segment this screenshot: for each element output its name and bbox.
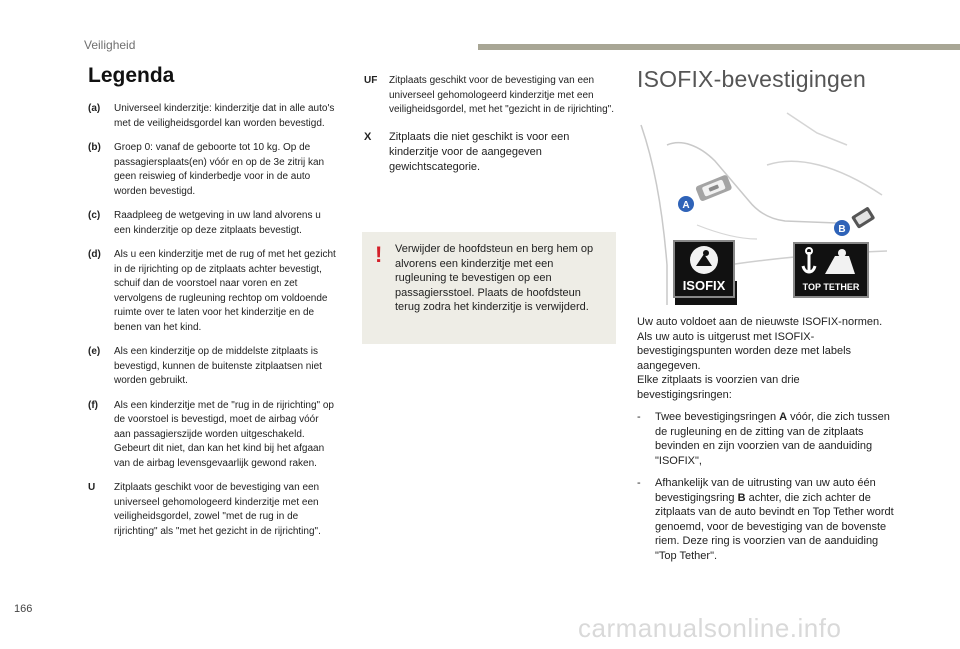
legend-key: (a)	[88, 103, 101, 114]
isofix-column	[637, 64, 895, 563]
bullet-dash: -	[637, 477, 641, 489]
legend-key: (b)	[88, 142, 101, 153]
legend-item	[364, 74, 616, 118]
intro-paragraph: Als uw auto is uitgerust met ISOFIX-bevestigingspunten worden deze met labels aangegeven.	[637, 330, 852, 372]
marker-b	[834, 220, 850, 236]
legend-item	[88, 399, 338, 472]
legend-key: (d)	[88, 249, 101, 260]
ring-label-a: A	[779, 411, 788, 423]
body-text	[637, 315, 895, 402]
legend-item	[88, 481, 338, 539]
legend-text: Zitplaats geschikt voor de bevestiging van een universeel gehomologeerd kinderzitje met een veiligheidsgordel, zowel "met de rug in de rijrichting" als "met het gezicht in de rijrichting".	[114, 482, 321, 537]
legend-item	[364, 130, 616, 175]
legend-title: Legenda	[88, 64, 175, 87]
section-title: Veiligheid	[84, 38, 136, 52]
legend-column	[88, 64, 338, 549]
legend-item	[88, 102, 338, 131]
bullet-item	[637, 476, 895, 563]
legend-item	[88, 248, 338, 335]
legend-key: X	[364, 130, 372, 143]
intro-paragraph: Uw auto voldoet aan de nieuwste ISOFIX-normen.	[637, 316, 883, 328]
legend-text: Als een kinderzitje op de middelste zitplaats is bevestigd, kunnen de buitenste zitplaatsen niet worden gebruikt.	[114, 346, 322, 386]
legend-item	[88, 141, 338, 199]
legend-key: (e)	[88, 346, 101, 357]
label-badges	[673, 240, 873, 300]
legend-text: Zitplaats die niet geschikt is voor een kinderzitje voor de aangegeven gewichtscategorie.	[389, 130, 570, 173]
bullet-text: Twee bevestigingsringen A vóór, die zich tussen de rugleuning en de zitting van de zitplaats bevinden en zijn voorzien van de aanduiding "ISOFIX",	[655, 411, 890, 467]
legend-key: (f)	[88, 399, 98, 411]
warning-icon: !	[375, 242, 383, 267]
warning-text: Verwijder de hoofdsteun en berg hem op alvorens een kinderzitje met een rugleuning te bevestigen op een passagiersstoel. Plaats de hoofdsteun terug zodra het kinderzitje is verwijderd.	[395, 243, 594, 313]
legend-text: Raadpleeg de wetgeving in uw land alvorens u een kinderzitje op deze zitplaats bevestigt.	[114, 210, 321, 236]
legend-text: Als u een kinderzitje met de rug of met het gezicht in de rijrichting op de zitplaats achter bevestigt, schuif dan de voorstoel naar voren en zet vervolgens de rugleuning rechtop om voldoende ruimte over te laten voor het kinderzitje en de benen van het kind.	[114, 249, 336, 333]
svg-text:A: A	[682, 200, 690, 211]
legend-key: U	[88, 482, 96, 493]
svg-text:B: B	[838, 224, 846, 235]
marker-a	[678, 196, 694, 212]
legend-key: (c)	[88, 210, 101, 221]
legend-text: Universeel kinderzitje: kinderzitje dat in alle auto's met de veiligheidsgordel kan worden bevestigd.	[114, 103, 335, 129]
legend-text: Zitplaats geschikt voor de bevestiging van een universeel gehomologeerd kinderzitje met een veiligheidsgordel, met het "gezicht in de rijrichting".	[389, 75, 614, 115]
page-number: 166	[14, 603, 33, 615]
top-tether-badge-text: TOP TETHER	[802, 282, 860, 292]
bullet-item	[637, 410, 895, 468]
watermark: carmanualsonline.info	[578, 613, 842, 643]
bullet-text: Afhankelijk van de uitrusting van uw auto één bevestigingsring B achter, die zich achter de zitplaats van de auto bevindt en Top Tether wordt genoemd, voor de bevestiging van de bovenste riem. Deze ring is voorzien van de aanduiding "Top Tether".	[655, 477, 894, 562]
legend-key: UF	[364, 75, 378, 86]
child-seat-icon	[675, 244, 733, 278]
intro-paragraph: Elke zitplaats is voorzien van drie bevestigingsringen:	[637, 374, 800, 401]
legend-column-2	[364, 74, 616, 187]
anchor-seat-icon	[795, 246, 867, 280]
warning-box	[362, 232, 616, 344]
header-accent-bar	[478, 44, 960, 50]
isofix-badge-text: ISOFIX	[682, 278, 726, 293]
top-tether-badge-box	[793, 242, 869, 298]
legend-item	[88, 209, 338, 238]
bullet-dash: -	[637, 411, 641, 423]
legend-item	[88, 345, 338, 389]
isofix-title: ISOFIX-bevestigingen	[637, 66, 867, 92]
isofix-badge-box	[673, 240, 735, 298]
legend-text: Groep 0: vanaf de geboorte tot 10 kg. Op de passagiersplaats(en) vóór en op de 3e zitrij kan geen reiswieg of kinderbedje voor in de auto worden bevestigd.	[114, 142, 325, 197]
legend-text: Als een kinderzitje met de "rug in de rijrichting" op de voorstoel is bevestigd, moet de airbag vóór aan passagierszijde worden uitgeschakeld. Gebeurt dit niet, dan kan het kind bij het afgaan van de airbag levensgevaarlijk gewond raken.	[114, 399, 334, 469]
ring-label-b: B	[737, 491, 746, 504]
